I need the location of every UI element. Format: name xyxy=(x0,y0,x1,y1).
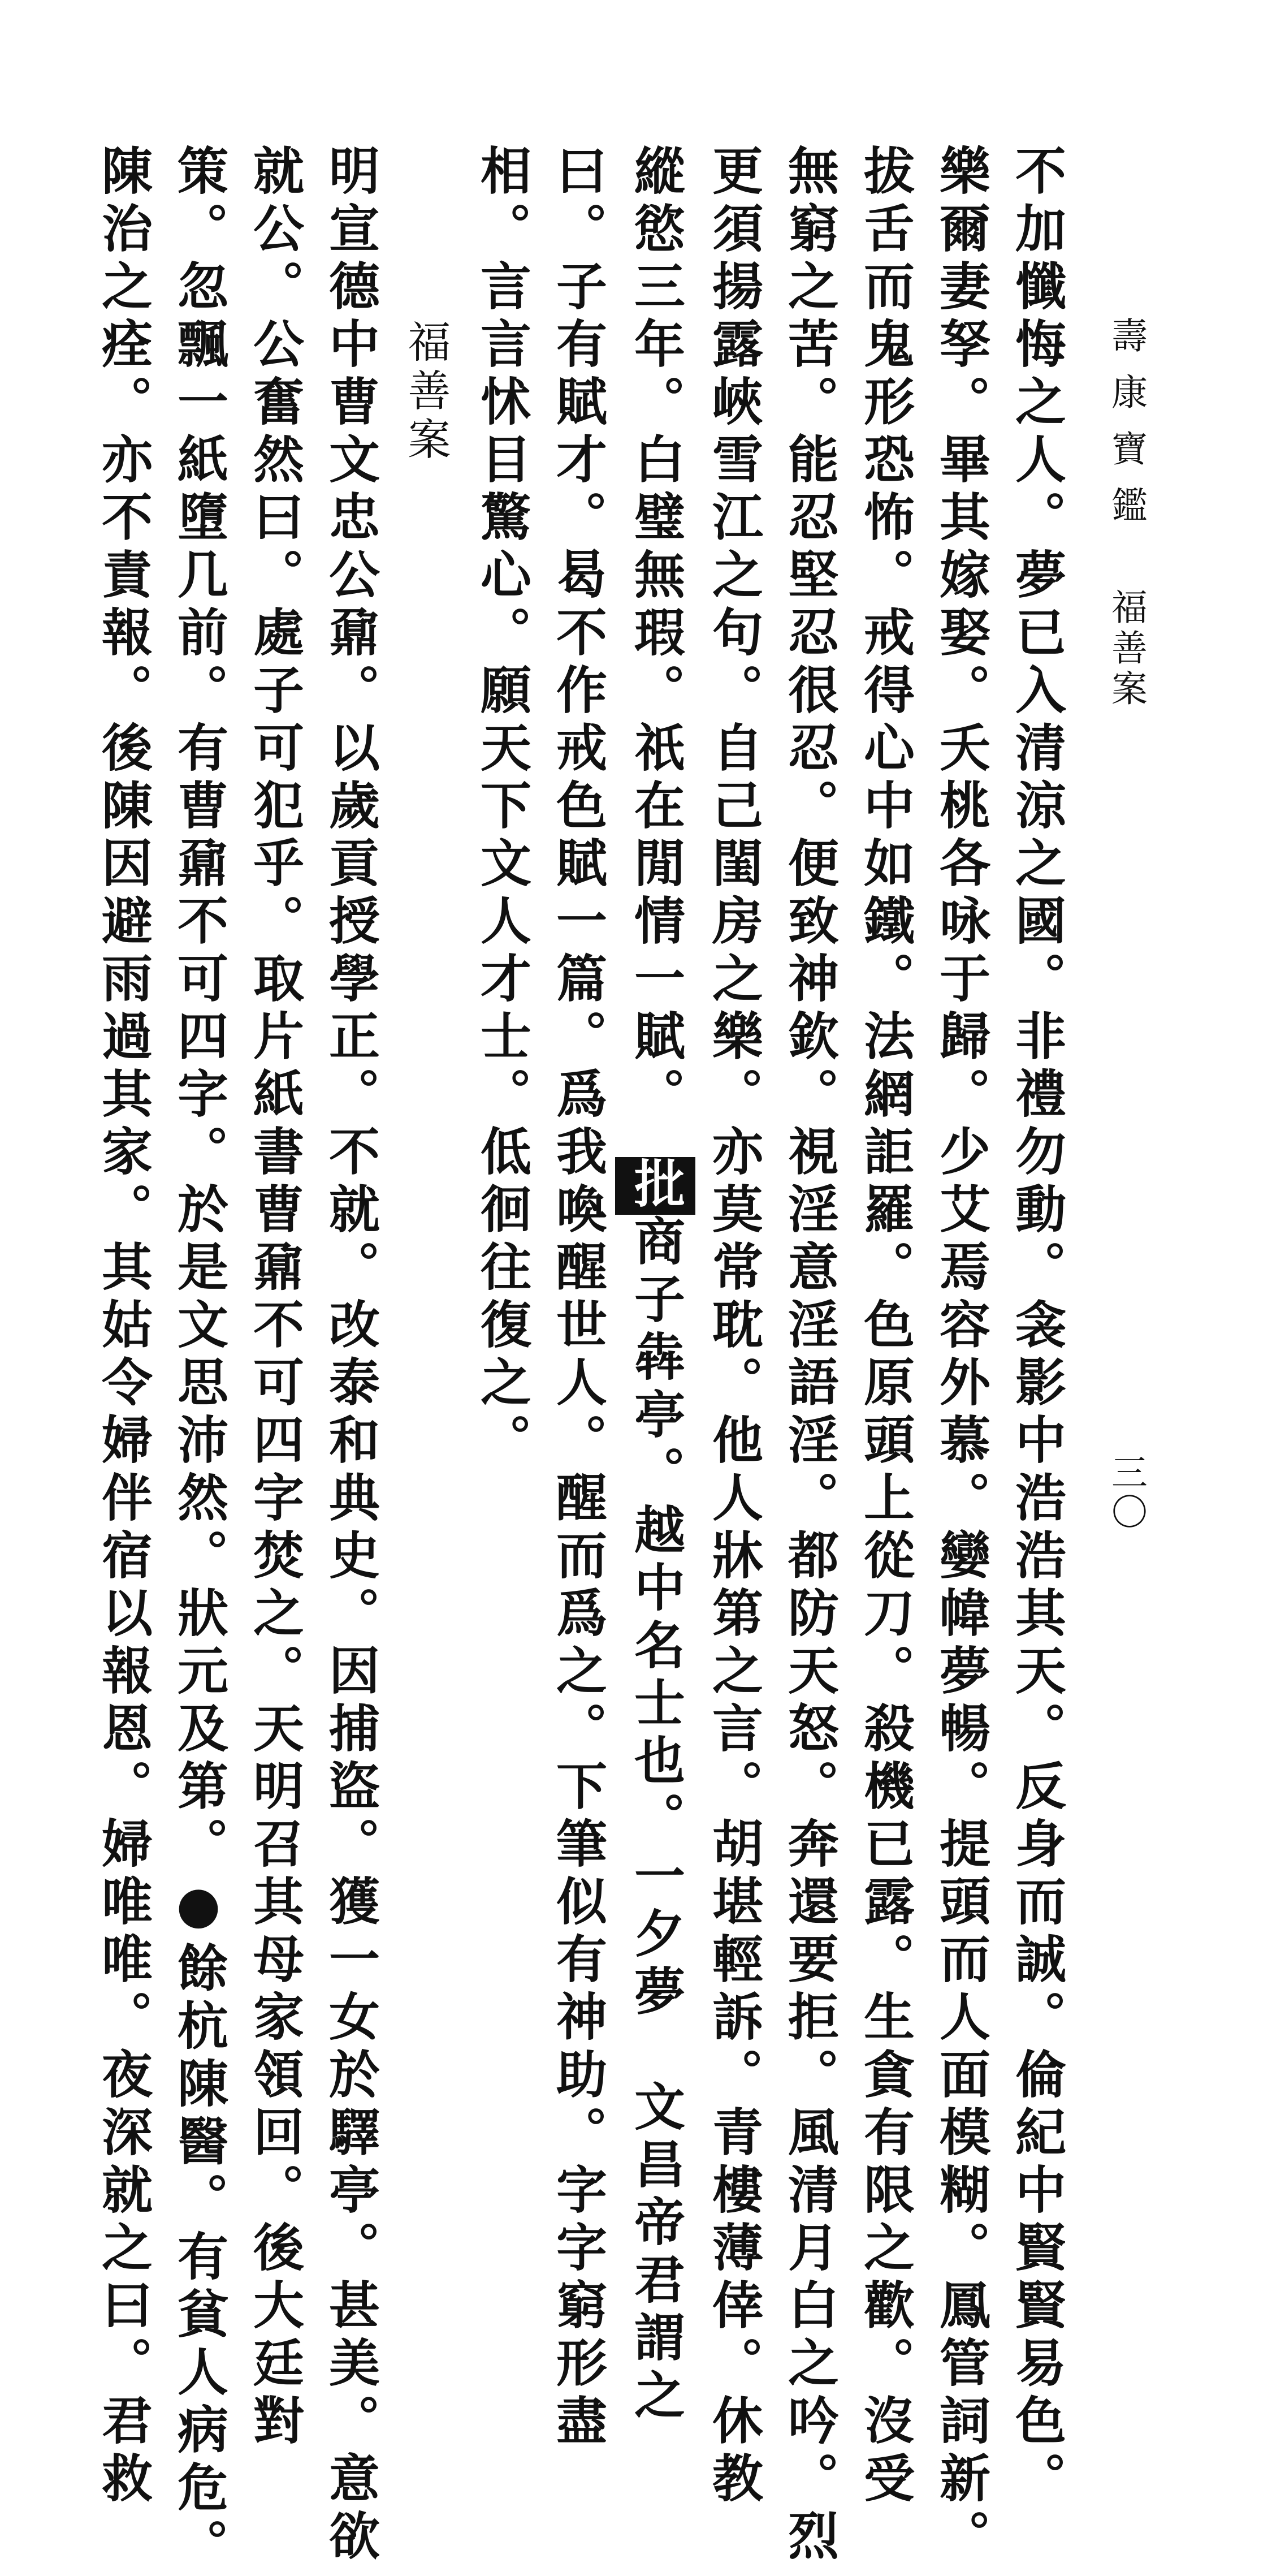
annotation-stamp: 批 xyxy=(615,1157,695,1215)
body-text xyxy=(85,144,1074,2576)
inline-note-text: 商子犇亭。越中名士也。一夕夢 文昌帝君謂之 xyxy=(625,1215,685,2426)
text-column-2: 樂爾妻孥。畢其嫁娶。夭桃各咏于歸。少艾焉容外慕。孌幃夢暢。提頭而人面模糊。鳳管詞新。 xyxy=(931,144,990,2567)
text-column-6 xyxy=(615,144,695,2426)
text-column-12: 策。忽飄一紙墮几前。有曹鼐不可四字。於是文思沛然。狀元及第。●餘杭陳醫。有貧人病危。 xyxy=(168,144,228,2576)
text-column-3: 拔舌而鬼形恐怖。戒得心中如鐵。法網詎羅。色原頭上從刀。殺機已露。生貪有限之歡。沒受 xyxy=(855,144,915,2509)
text-column-4: 無窮之苦。能忍堅忍很忍。便致神欽。視淫意淫語淫。都防天怒。奔還要拒。風清月白之吟。烈 xyxy=(779,144,839,2567)
text-column-10: 明宣德中曹文忠公鼐。以歲貢授學正。不就。改泰和典史。因捕盜。獲一女於驛亭。甚美。意欲 xyxy=(320,144,380,2567)
text-column-11: 就公。公奮然曰。處子可犯乎。取片紙書曹鼐不可四字焚之。天明召其母家領回。後大廷對 xyxy=(244,144,304,2452)
page-number: 三〇 xyxy=(1105,1453,1147,1533)
running-header-book-title: 壽康寶鑑 xyxy=(1105,317,1147,543)
text-column-8: 相。言言怵目驚心。願天下文人才士。低徊往復之。 xyxy=(471,144,531,1471)
text-column-5: 更須揚露峽雪江之句。自己閨房之樂。亦莫常耽。他人牀第之言。胡堪輕訴。青樓薄倖。休教 xyxy=(703,144,763,2509)
text-column-1: 不加懺悔之人。夢已入清涼之國。非禮勿動。衾影中浩浩其天。反身而誠。倫紀中賢賢易色。 xyxy=(1006,144,1066,2509)
text-column-13: 陳治之痊。亦不責報。後陳因避雨過其家。其姑令婦伴宿以報恩。婦唯唯。夜深就之曰。君救 xyxy=(93,144,153,2509)
text-column-6-main: 縱慾三年。白璧無瑕。祇在閒情一賦。 xyxy=(625,144,685,1099)
running-header-section: 福善案 xyxy=(1105,588,1147,710)
inline-note xyxy=(625,1099,685,2426)
section-heading: 福善案 xyxy=(401,320,451,465)
text-column-7: 曰。子有賦才。曷不作戒色賦一篇。爲我喚醒世人。醒而爲之。下筆似有神助。字字窮形盡 xyxy=(547,144,607,2452)
